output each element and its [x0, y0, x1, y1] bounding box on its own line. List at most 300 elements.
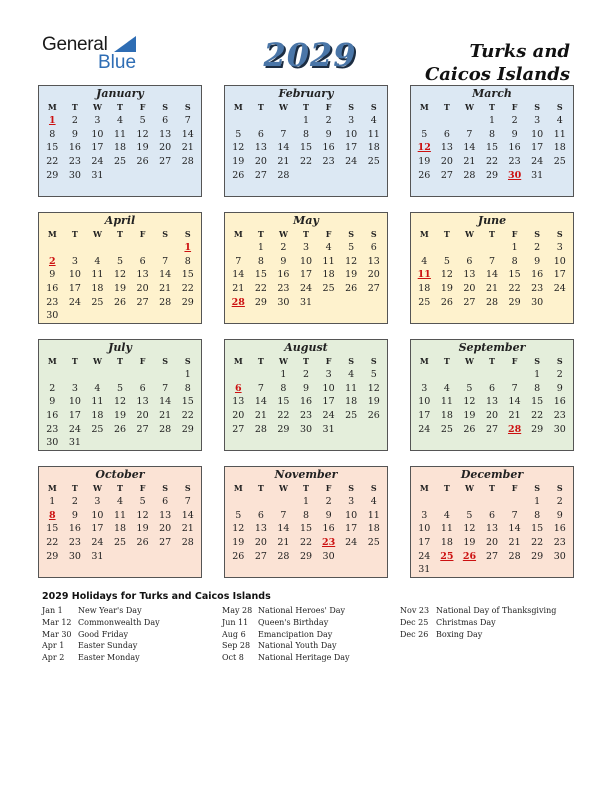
date-cell: 22 [46, 537, 59, 549]
weekday-label: S [370, 483, 377, 493]
date-cell: 26 [232, 550, 245, 562]
holiday-date: Oct 8 [222, 653, 244, 663]
date-cell: 30 [553, 550, 566, 562]
date-cell: 26 [440, 296, 453, 308]
date-cell: 20 [136, 283, 149, 295]
month-name: November [274, 468, 338, 481]
date-cell [436, 114, 459, 128]
date-cell: 18 [113, 142, 127, 154]
holiday-date-cell: 28 [231, 296, 245, 308]
date-cell [154, 550, 177, 564]
date-cell: 8 [303, 509, 310, 521]
week-row [39, 509, 201, 523]
date-cell: 9 [325, 128, 332, 140]
date-cell: 22 [531, 537, 544, 549]
date-cell: 31 [91, 550, 104, 562]
date-cell: 7 [511, 509, 518, 521]
weekday-label: W [92, 229, 102, 239]
date-cell: 25 [440, 423, 453, 435]
date-cell: 19 [113, 410, 127, 422]
date-cell: 25 [418, 296, 431, 308]
holiday-date-cell: 25 [440, 550, 454, 562]
holiday-row [400, 629, 556, 641]
month-july [38, 339, 202, 451]
weekday-label: S [556, 483, 563, 493]
weekday-label: T [443, 102, 450, 112]
date-cell [227, 241, 250, 255]
weekday-label: S [162, 356, 169, 366]
date-cell [458, 495, 481, 509]
month-april [38, 212, 202, 324]
date-cell: 27 [367, 283, 380, 295]
weekday-header [39, 355, 201, 368]
date-cell: 25 [113, 537, 127, 549]
date-cell: 19 [232, 156, 245, 168]
weekday-label: F [511, 102, 518, 112]
date-cell [41, 241, 64, 255]
weekday-label: W [92, 356, 102, 366]
date-cell [436, 241, 459, 255]
date-cell [154, 436, 177, 450]
date-cell: 23 [68, 156, 81, 168]
date-cell: 7 [280, 509, 287, 521]
date-cell: 5 [139, 115, 146, 126]
date-cell: 10 [91, 128, 104, 140]
week-row [39, 309, 201, 323]
calendar-year-title: 2029 [263, 36, 357, 74]
holiday-date-cell: 1 [48, 115, 56, 126]
date-cell: 24 [345, 537, 358, 549]
date-cell: 6 [162, 115, 169, 126]
week-row [411, 368, 573, 382]
week-row [39, 296, 201, 310]
date-cell [481, 368, 504, 382]
holiday-date: Apr 2 [42, 653, 65, 663]
date-cell: 22 [181, 283, 194, 295]
date-cell [503, 563, 526, 577]
date-cell: 4 [117, 115, 124, 126]
date-cell: 17 [553, 269, 566, 281]
holiday-date-cell: 23 [321, 537, 336, 549]
weekday-label: F [139, 483, 146, 493]
week-row [411, 141, 573, 155]
date-cell: 3 [534, 115, 541, 126]
holiday-name: Boxing Day [436, 629, 483, 639]
date-cell: 17 [91, 142, 104, 154]
week-row [411, 563, 573, 577]
month-march [410, 85, 574, 197]
date-cell: 18 [345, 396, 358, 408]
date-cell: 21 [508, 537, 521, 549]
date-cell: 23 [299, 410, 313, 422]
date-cell: 1 [303, 496, 310, 507]
weekday-label: M [233, 356, 243, 366]
week-row [39, 268, 201, 282]
date-cell: 16 [322, 523, 335, 535]
week-row [39, 495, 201, 509]
date-cell: 20 [463, 283, 476, 295]
holiday-row [222, 605, 350, 617]
date-cell: 16 [46, 283, 59, 295]
holiday-name: National Day of Thanksgiving [436, 606, 557, 615]
week-row [225, 409, 387, 423]
date-cell [272, 495, 295, 509]
holiday-row [222, 629, 350, 641]
date-cell [154, 241, 177, 255]
holiday-date: Jan 1 [42, 606, 63, 615]
date-cell: 29 [254, 296, 267, 308]
date-cell: 8 [534, 382, 541, 394]
weekday-label: S [534, 356, 541, 366]
weekday-label: F [325, 483, 332, 493]
date-cell [131, 241, 154, 255]
date-cell: 25 [91, 296, 104, 308]
week-row [39, 395, 201, 409]
holiday-date: May 28 [222, 606, 253, 615]
date-cell: 5 [117, 382, 124, 394]
holidays-column [42, 605, 160, 664]
date-cell: 2 [534, 242, 541, 253]
weekday-label: M [419, 229, 429, 239]
date-cell: 17 [299, 269, 313, 281]
weekday-label: T [71, 229, 78, 239]
weekday-label: T [303, 102, 309, 112]
month-name: March [472, 87, 512, 100]
weekday-label: M [233, 229, 243, 239]
date-cell: 12 [463, 523, 476, 535]
logo-triangle-icon [114, 36, 136, 52]
weekday-label: T [71, 483, 78, 493]
logo-text-blue: Blue [98, 52, 137, 73]
date-cell: 13 [232, 396, 245, 408]
date-cell: 12 [463, 396, 476, 408]
date-cell [362, 423, 385, 437]
date-cell [64, 368, 87, 382]
date-cell [154, 309, 177, 323]
date-cell: 29 [277, 423, 290, 435]
weekday-header [411, 101, 573, 114]
date-cell: 16 [68, 523, 81, 535]
date-cell: 10 [299, 255, 313, 267]
month-name: October [95, 468, 145, 481]
date-cell: 31 [91, 169, 104, 181]
date-cell: 3 [421, 509, 428, 521]
date-cell: 26 [418, 169, 431, 181]
month-november [224, 466, 388, 578]
date-cell: 5 [443, 255, 450, 267]
date-cell: 22 [508, 283, 521, 295]
date-cell: 8 [534, 509, 541, 521]
weekday-label: F [139, 356, 146, 366]
date-cell [548, 563, 571, 577]
weekday-label: T [117, 356, 123, 366]
date-cell: 21 [232, 283, 245, 295]
date-cell: 23 [508, 156, 521, 168]
weekday-label: F [511, 356, 518, 366]
date-cell: 27 [232, 423, 245, 435]
date-cell: 13 [367, 255, 380, 267]
holidays-column [222, 605, 350, 664]
weekday-label: T [71, 102, 78, 112]
holiday-row [400, 605, 556, 617]
week-row [39, 282, 201, 296]
date-cell: 17 [68, 283, 81, 295]
holiday-date: Sep 28 [222, 641, 251, 651]
week-row [39, 409, 201, 423]
holiday-date-cell: 12 [417, 142, 431, 154]
date-cell [413, 241, 436, 255]
date-cell: 15 [254, 269, 267, 281]
date-cell: 23 [553, 537, 566, 549]
week-row [411, 550, 573, 564]
date-cell: 6 [370, 242, 377, 253]
date-cell: 18 [367, 523, 380, 535]
date-cell [548, 169, 571, 183]
date-cell [131, 309, 154, 323]
month-may [224, 212, 388, 324]
date-cell: 2 [49, 382, 56, 394]
date-cell: 31 [531, 169, 544, 181]
date-cell: 12 [136, 509, 149, 521]
month-name: August [284, 341, 328, 354]
weekday-label: M [419, 102, 429, 112]
date-cell: 26 [367, 410, 380, 422]
date-cell: 6 [443, 128, 450, 140]
month-name: February [278, 87, 334, 100]
date-cell: 5 [370, 369, 377, 380]
week-row [225, 128, 387, 142]
weekday-label: W [464, 483, 474, 493]
date-cell: 15 [46, 523, 59, 535]
date-cell: 28 [181, 537, 194, 549]
date-cell: 13 [485, 396, 499, 408]
date-cell: 7 [162, 255, 169, 267]
date-cell: 22 [254, 283, 267, 295]
date-cell: 13 [254, 523, 267, 535]
date-cell: 7 [257, 382, 264, 394]
weekday-header [39, 482, 201, 495]
weekday-label: S [184, 102, 191, 112]
date-cell [109, 241, 132, 255]
date-cell: 4 [443, 509, 450, 521]
holiday-date: Nov 23 [400, 606, 430, 615]
weekday-label: S [162, 483, 169, 493]
week-row [411, 155, 573, 169]
holiday-row [222, 617, 350, 629]
date-cell: 9 [71, 509, 78, 521]
month-october [38, 466, 202, 578]
month-name: September [458, 341, 526, 354]
date-cell: 16 [46, 410, 59, 422]
date-cell: 13 [463, 269, 476, 281]
date-cell: 9 [303, 382, 310, 394]
weekday-label: T [443, 483, 450, 493]
date-cell [86, 368, 109, 382]
week-row [39, 169, 201, 183]
week-row [225, 169, 387, 183]
date-cell [109, 550, 132, 564]
weekday-label: W [92, 102, 102, 112]
date-cell: 10 [91, 509, 104, 521]
holiday-date-cell: 28 [507, 423, 522, 435]
week-row [39, 128, 201, 142]
date-cell: 20 [485, 537, 499, 549]
weekday-label: W [464, 356, 474, 366]
date-cell: 2 [325, 496, 332, 507]
date-cell: 3 [348, 496, 355, 507]
date-cell: 4 [556, 115, 563, 126]
week-row [39, 436, 201, 450]
date-cell [436, 368, 459, 382]
date-cell: 1 [184, 369, 191, 380]
date-cell: 19 [463, 537, 476, 549]
date-cell: 28 [277, 169, 290, 181]
date-cell: 6 [257, 128, 264, 140]
date-cell [436, 495, 459, 509]
holiday-row [42, 617, 160, 629]
week-row [411, 128, 573, 142]
week-row [39, 255, 201, 269]
date-cell: 6 [489, 382, 496, 394]
date-cell: 11 [91, 396, 104, 408]
week-row [39, 536, 201, 550]
week-row [225, 382, 387, 396]
weekday-label: S [370, 356, 377, 366]
date-cell: 5 [421, 128, 428, 140]
date-cell: 14 [508, 523, 521, 535]
holiday-row [42, 629, 160, 641]
date-cell: 14 [181, 509, 194, 521]
date-cell [272, 114, 295, 128]
date-cell [503, 368, 526, 382]
date-cell: 7 [511, 382, 518, 394]
week-row [39, 423, 201, 437]
date-cell: 17 [322, 396, 335, 408]
holiday-name: National Youth Day [258, 641, 337, 651]
date-cell: 24 [68, 296, 81, 308]
date-cell [109, 436, 132, 450]
date-cell [317, 169, 340, 183]
weekday-label: S [556, 229, 563, 239]
date-cell: 30 [277, 296, 290, 308]
date-cell: 26 [345, 283, 358, 295]
date-cell: 5 [466, 382, 473, 394]
date-cell: 22 [277, 410, 290, 422]
date-cell: 17 [418, 410, 431, 422]
weekday-label: W [278, 229, 288, 239]
date-cell [131, 436, 154, 450]
week-row [411, 409, 573, 423]
week-row [225, 509, 387, 523]
date-cell: 25 [553, 156, 566, 168]
weekday-label: W [278, 102, 288, 112]
date-cell: 25 [113, 156, 127, 168]
date-cell: 10 [68, 269, 81, 281]
weekday-label: S [534, 483, 541, 493]
date-cell [362, 296, 385, 310]
date-cell: 23 [46, 423, 59, 435]
date-cell: 28 [159, 296, 172, 308]
date-cell [340, 423, 363, 437]
date-cell: 26 [113, 296, 127, 308]
weekday-label: S [348, 102, 355, 112]
date-cell: 1 [534, 496, 541, 507]
date-cell: 17 [345, 523, 358, 535]
date-cell: 23 [68, 537, 81, 549]
weekday-label: T [443, 356, 450, 366]
date-cell: 24 [91, 537, 104, 549]
date-cell: 13 [159, 509, 172, 521]
date-cell: 2 [556, 369, 563, 380]
week-row [225, 114, 387, 128]
date-cell: 2 [71, 496, 78, 507]
month-february [224, 85, 388, 197]
date-cell: 27 [485, 423, 499, 435]
date-cell: 12 [113, 269, 127, 281]
week-row [225, 141, 387, 155]
weekday-label: M [47, 483, 57, 493]
date-cell: 27 [159, 537, 172, 549]
date-cell: 4 [117, 496, 124, 507]
date-cell: 16 [322, 142, 335, 154]
date-cell [250, 495, 273, 509]
date-cell: 10 [345, 128, 358, 140]
date-cell: 9 [71, 128, 78, 140]
date-cell: 20 [136, 410, 149, 422]
weekday-label: F [325, 229, 332, 239]
holiday-name: Commonwealth Day [78, 617, 160, 627]
date-cell [503, 495, 526, 509]
date-cell: 12 [113, 396, 127, 408]
date-cell [295, 169, 318, 183]
date-cell [548, 296, 571, 310]
date-cell: 25 [367, 537, 380, 549]
date-cell: 23 [531, 283, 544, 295]
week-row [39, 241, 201, 255]
date-cell: 9 [325, 509, 332, 521]
date-cell: 28 [277, 550, 290, 562]
weekday-label: S [556, 356, 563, 366]
date-cell: 14 [159, 269, 172, 281]
weekday-label: T [257, 483, 264, 493]
weekday-header [411, 355, 573, 368]
date-cell: 26 [463, 423, 476, 435]
month-name: July [108, 341, 132, 354]
weekday-label: T [489, 356, 495, 366]
date-cell: 21 [485, 283, 499, 295]
holiday-name: Queen's Birthday [258, 617, 329, 627]
date-cell: 13 [485, 523, 499, 535]
date-cell [109, 309, 132, 323]
date-cell: 30 [68, 169, 81, 181]
date-cell: 30 [299, 423, 313, 435]
month-september [410, 339, 574, 451]
date-cell: 15 [485, 142, 499, 154]
date-cell: 10 [345, 509, 358, 521]
month-june [410, 212, 574, 324]
date-cell: 11 [367, 509, 380, 521]
date-cell: 17 [531, 142, 544, 154]
week-row [39, 155, 201, 169]
date-cell: 1 [280, 369, 287, 380]
date-cell: 1 [303, 115, 310, 126]
weekday-label: F [325, 102, 332, 112]
date-cell: 16 [68, 142, 81, 154]
weekday-label: W [464, 102, 474, 112]
date-cell: 16 [553, 523, 566, 535]
date-cell: 31 [322, 423, 335, 435]
date-cell [131, 550, 154, 564]
